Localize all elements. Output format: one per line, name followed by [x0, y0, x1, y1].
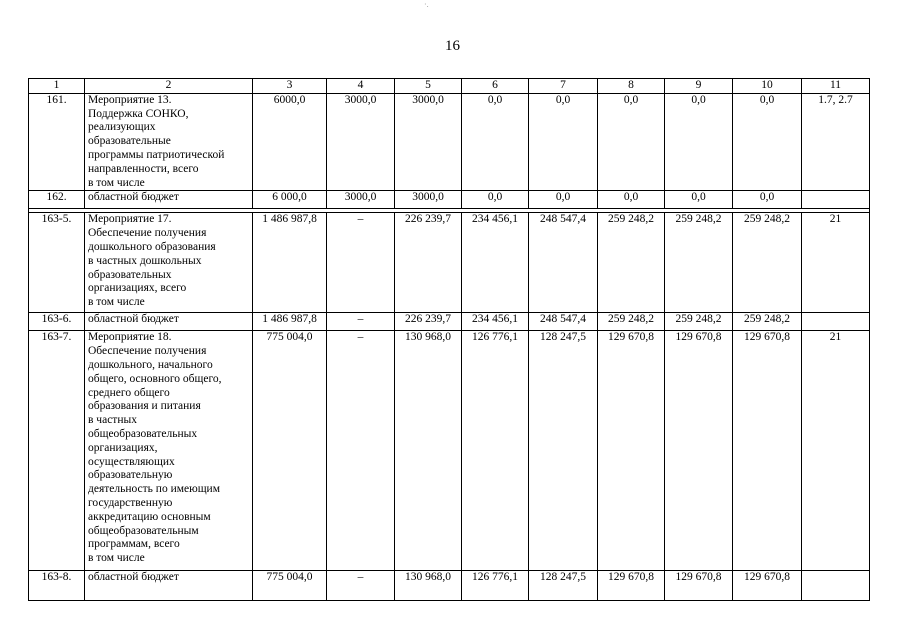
cell-col-7: 128 247,5: [529, 571, 598, 601]
header-col-10: 10: [733, 79, 802, 94]
cell-col-4: –: [327, 313, 395, 331]
header-row: [29, 79, 870, 94]
cell-col-11: 21: [802, 213, 870, 313]
table-row: [29, 331, 870, 571]
header-col-1: 1: [29, 79, 85, 94]
header-col-2: 2: [85, 79, 253, 94]
cell-col-9: 129 670,8: [665, 571, 733, 601]
table-row: [29, 313, 870, 331]
cell-col-8: 0,0: [598, 93, 665, 191]
header-col-3: 3: [253, 79, 327, 94]
cell-col-5: 130 968,0: [395, 331, 462, 571]
cell-col-3: 775 004,0: [253, 571, 327, 601]
table-row: [29, 191, 870, 209]
cell-col-9: 0,0: [665, 191, 733, 209]
cell-col-5: 3000,0: [395, 93, 462, 191]
cell-col-10: 0,0: [733, 93, 802, 191]
cell-col-5: 226 239,7: [395, 313, 462, 331]
header-col-7: 7: [529, 79, 598, 94]
cell-col-4: 3000,0: [327, 93, 395, 191]
row-number: 163-5.: [29, 213, 85, 313]
header-col-8: 8: [598, 79, 665, 94]
page-number: 16: [445, 38, 460, 54]
cell-col-6: 126 776,1: [462, 331, 529, 571]
cell-col-7: 248 547,4: [529, 213, 598, 313]
cell-col-3: 6000,0: [253, 93, 327, 191]
cell-col-11: [802, 571, 870, 601]
cell-col-6: 234 456,1: [462, 213, 529, 313]
cell-col-6: 126 776,1: [462, 571, 529, 601]
row-name: областной бюджет: [85, 191, 253, 209]
row-name: областной бюджет: [85, 313, 253, 331]
cell-col-5: 130 968,0: [395, 571, 462, 601]
header-col-4: 4: [327, 79, 395, 94]
table-row: [29, 93, 870, 191]
cell-col-10: 129 670,8: [733, 331, 802, 571]
cell-col-11: [802, 191, 870, 209]
row-name: Мероприятие 17. Обеспечение получения дошкольного образования в частных дошкольных образовательных организациях, всего в том числе: [85, 213, 253, 313]
cell-col-9: 129 670,8: [665, 331, 733, 571]
cell-col-4: –: [327, 571, 395, 601]
cell-col-10: 259 248,2: [733, 313, 802, 331]
cell-col-6: 0,0: [462, 93, 529, 191]
cell-col-7: 0,0: [529, 93, 598, 191]
cell-col-8: 0,0: [598, 191, 665, 209]
cell-col-9: 259 248,2: [665, 313, 733, 331]
row-name: Мероприятие 18. Обеспечение получения дошкольного, начального общего, основного общего, среднего общего образования и питания в частных общеобразовательных организациях, осуществляющих образовательную деятельность по имеющим государственную аккредитацию основным общеобразовательным программам, всего в том числе: [85, 331, 253, 571]
cell-col-3: 1 486 987,8: [253, 213, 327, 313]
cell-col-4: 3000,0: [327, 191, 395, 209]
row-name: областной бюджет: [85, 571, 253, 601]
cell-col-8: 259 248,2: [598, 313, 665, 331]
row-number: 163-7.: [29, 331, 85, 571]
cell-col-11: 1.7, 2.7: [802, 93, 870, 191]
cell-col-3: 775 004,0: [253, 331, 327, 571]
cell-col-4: –: [327, 213, 395, 313]
row-number: 163-8.: [29, 571, 85, 601]
row-number: 163-6.: [29, 313, 85, 331]
cell-col-10: 259 248,2: [733, 213, 802, 313]
header-col-6: 6: [462, 79, 529, 94]
cell-col-4: –: [327, 331, 395, 571]
cell-col-8: 129 670,8: [598, 571, 665, 601]
cell-col-3: 1 486 987,8: [253, 313, 327, 331]
cell-col-7: 248 547,4: [529, 313, 598, 331]
cell-col-8: 259 248,2: [598, 213, 665, 313]
cell-col-9: 0,0: [665, 93, 733, 191]
row-number: 161.: [29, 93, 85, 191]
cell-col-11: 21: [802, 331, 870, 571]
cell-col-8: 129 670,8: [598, 331, 665, 571]
cell-col-11: [802, 313, 870, 331]
cell-col-6: 0,0: [462, 191, 529, 209]
cell-col-10: 0,0: [733, 191, 802, 209]
header-col-5: 5: [395, 79, 462, 94]
cell-col-10: 129 670,8: [733, 571, 802, 601]
budget-table: [28, 78, 870, 601]
header-col-11: 11: [802, 79, 870, 94]
cell-col-7: 0,0: [529, 191, 598, 209]
cell-col-7: 128 247,5: [529, 331, 598, 571]
cell-col-6: 234 456,1: [462, 313, 529, 331]
header-col-9: 9: [665, 79, 733, 94]
scan-artifact: ·.: [424, 0, 429, 9]
row-number: 162.: [29, 191, 85, 209]
table-row: [29, 213, 870, 313]
row-name: Мероприятие 13. Поддержка СОНКО, реализующих образовательные программы патриотической направленности, всего в том числе: [85, 93, 253, 191]
cell-col-5: 226 239,7: [395, 213, 462, 313]
cell-col-3: 6 000,0: [253, 191, 327, 209]
table-row: [29, 571, 870, 601]
cell-col-9: 259 248,2: [665, 213, 733, 313]
cell-col-5: 3000,0: [395, 191, 462, 209]
